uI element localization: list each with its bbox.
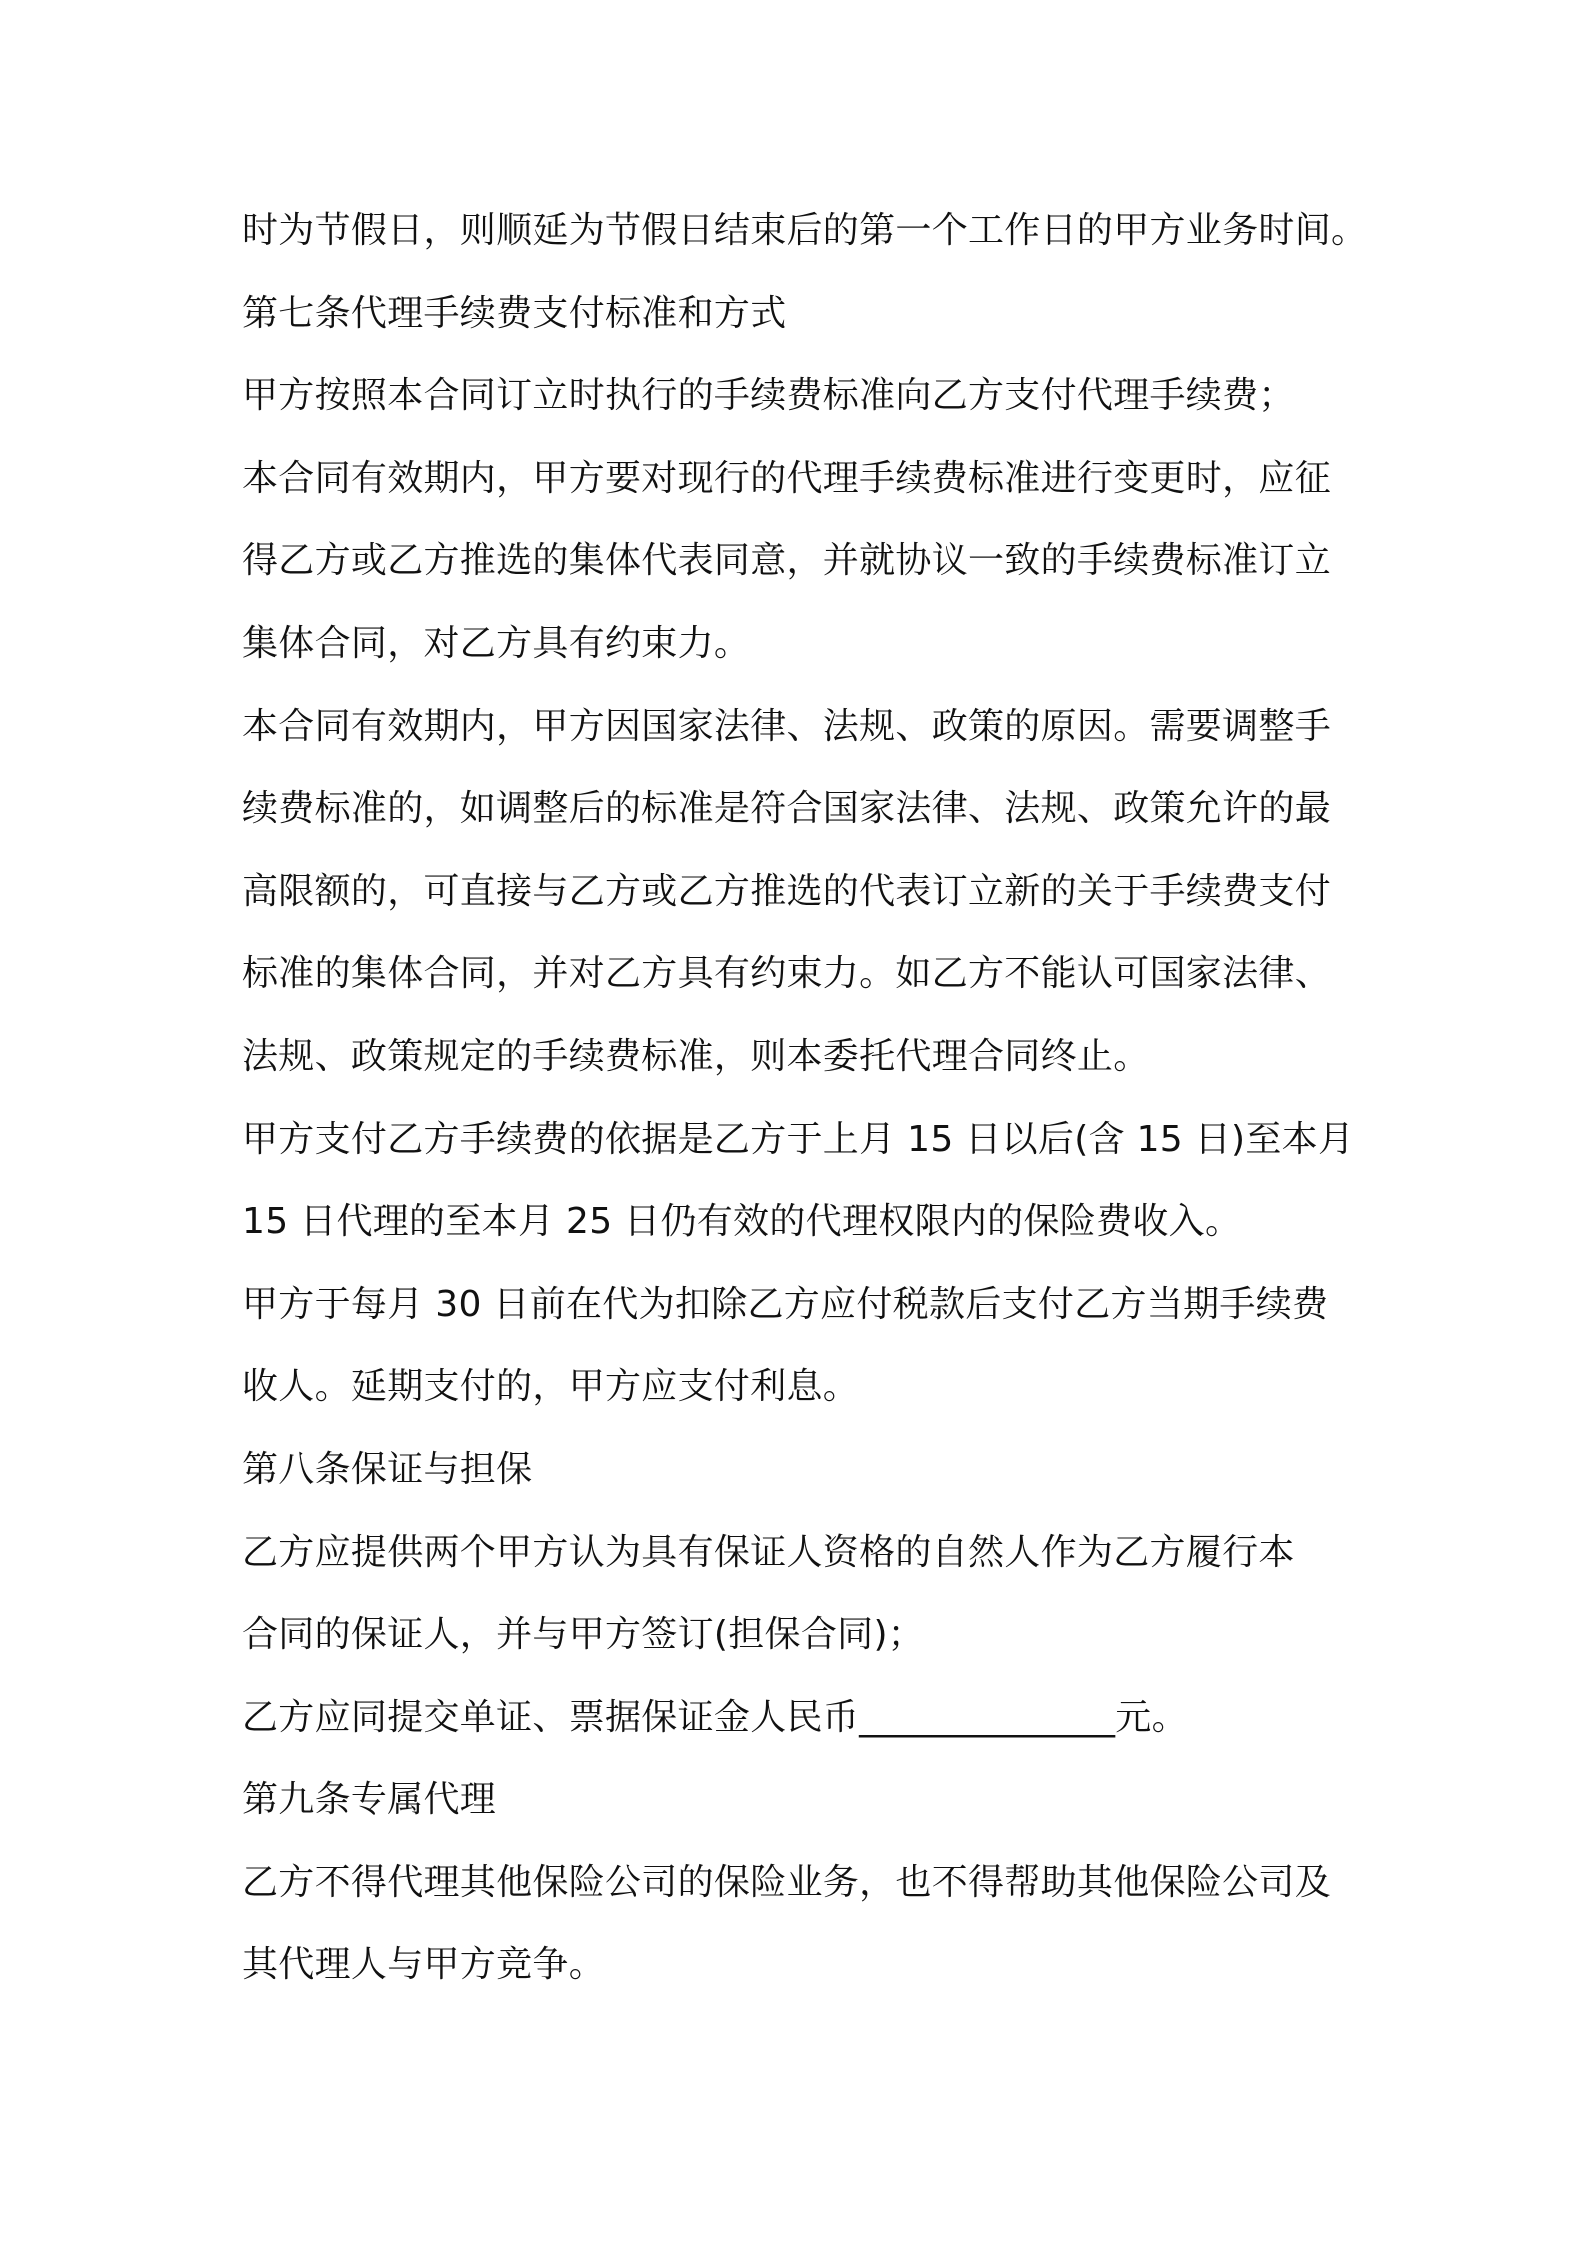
text-line: 法规、政策规定的手续费标准，则本委托代理合同终止。 xyxy=(242,1035,1150,1077)
text-line: 合同的保证人，并与甲方签订(担保合同)； xyxy=(242,1614,925,1656)
text-line: 15 日代理的至本月 25 日仍有效的代理权限内的保险费收入。 xyxy=(242,1201,1242,1243)
section-heading-article-9: 第九条专属代理 xyxy=(242,1779,497,1821)
text-line: 乙方应同提交单证、票据保证金人民币______________元。 xyxy=(242,1696,1188,1738)
document-body xyxy=(242,190,1368,2007)
text-line: 甲方于每月 30 日前在代为扣除乙方应付税款后支付乙方当期手续费 xyxy=(242,1283,1329,1325)
text-line: 乙方应提供两个甲方认为具有保证人资格的自然人作为乙方履行本 xyxy=(242,1531,1295,1573)
text-line: 得乙方或乙方推选的集体代表同意，并就协议一致的手续费标准订立 xyxy=(242,540,1332,582)
text-line: 收人。延期支付的，甲方应支付利息。 xyxy=(242,1366,860,1408)
text-line: 本合同有效期内，甲方因国家法律、法规、政策的原因。需要调整手 xyxy=(242,705,1332,747)
text-line: 本合同有效期内，甲方要对现行的代理手续费标准进行变更时，应征 xyxy=(242,457,1332,499)
text-line: 标准的集体合同，并对乙方具有约束力。如乙方不能认可国家法律、 xyxy=(242,953,1332,995)
text-line: 其代理人与甲方竞争。 xyxy=(242,1944,606,1986)
text-line: 续费标准的，如调整后的标准是符合国家法律、法规、政策允许的最 xyxy=(242,788,1332,830)
text-line: 集体合同，对乙方具有约束力。 xyxy=(242,622,751,664)
text-line: 乙方不得代理其他保险公司的保险业务，也不得帮助其他保险公司及 xyxy=(242,1861,1332,1903)
text-line: 甲方支付乙方手续费的依据是乙方于上月 15 日以后(含 15 日)至本月 xyxy=(242,1118,1355,1160)
text-line: 高限额的，可直接与乙方或乙方推选的代表订立新的关于手续费支付 xyxy=(242,870,1332,912)
section-heading-article-7: 第七条代理手续费支付标准和方式 xyxy=(242,292,787,334)
section-heading-article-8: 第八条保证与担保 xyxy=(242,1448,533,1490)
text-line: 时为节假日，则顺延为节假日结束后的第一个工作日的甲方业务时间。 xyxy=(242,210,1368,251)
text-line: 甲方按照本合同订立时执行的手续费标准向乙方支付代理手续费； xyxy=(242,375,1295,417)
